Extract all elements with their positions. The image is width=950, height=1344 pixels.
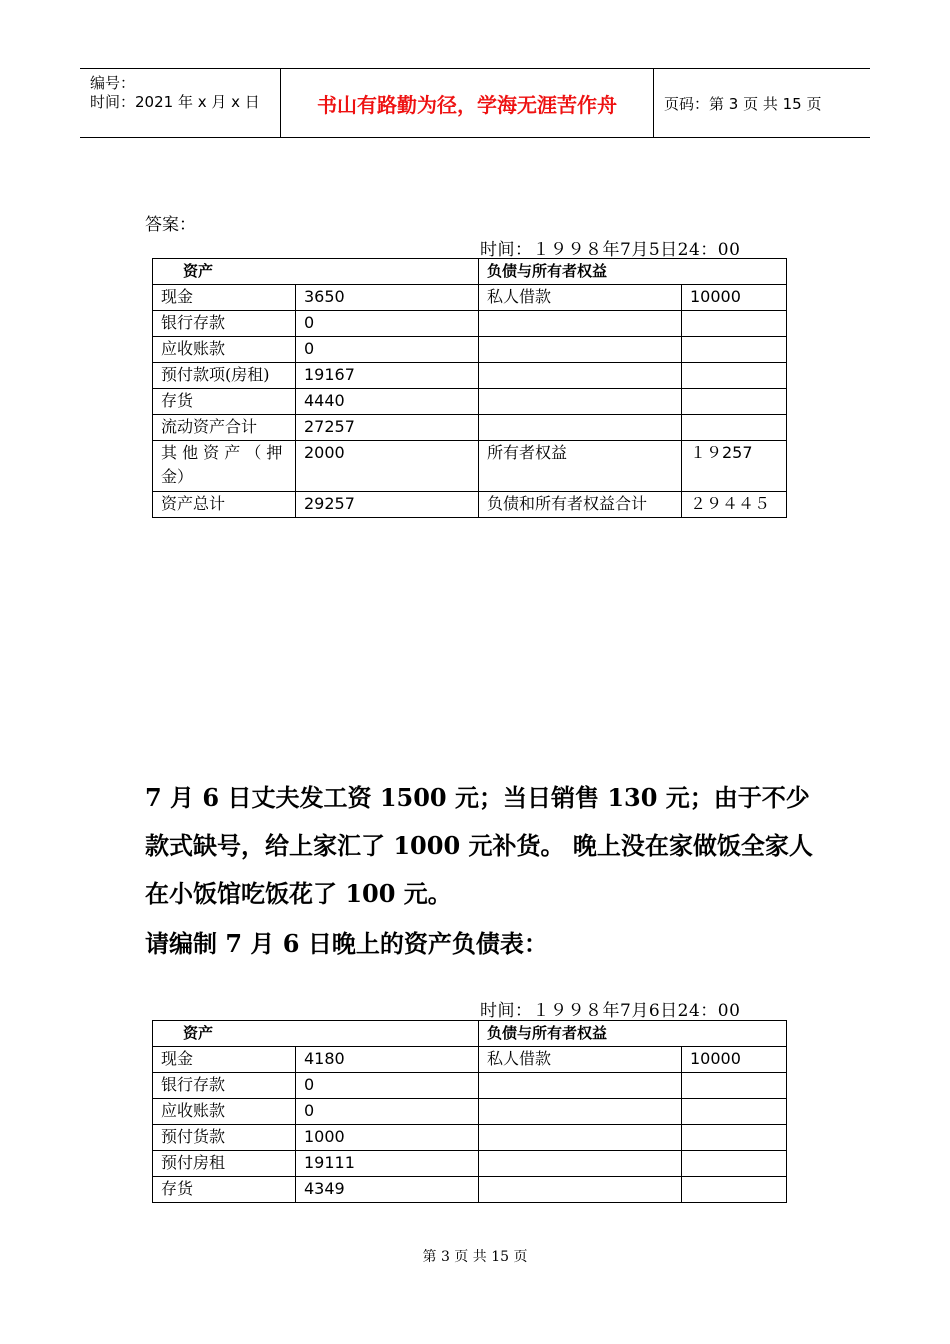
cell [682,311,787,337]
cell: 应收账款 [153,337,296,363]
cell: 资产总计 [153,492,296,518]
header-motto-cell [281,69,654,137]
cell [479,1099,682,1125]
cell: 19111 [296,1151,479,1177]
cell: １９257 [682,441,787,492]
cell: 存货 [153,1177,296,1203]
table-row [153,337,787,363]
assets-header: 资产 [153,1021,479,1047]
cell: 0 [296,337,479,363]
cell: 银行存款 [153,311,296,337]
table-row [153,492,787,518]
instruction-heading: 请编制 7 月 6 日晚上的资产负债表： [145,929,548,958]
table-row [153,1177,787,1203]
table-row [153,1047,787,1073]
cell: 应收账款 [153,1099,296,1125]
cell: ２９４４５ [682,492,787,518]
cell: 流动资产合计 [153,415,296,441]
cell [682,1125,787,1151]
cell: 0 [296,1099,479,1125]
cell [479,1151,682,1177]
cell: 私人借款 [479,285,682,311]
cell [479,415,682,441]
cell: 银行存款 [153,1073,296,1099]
doc-date: 时间：2021 年 x 月 x 日 [90,93,260,111]
cell [682,389,787,415]
table-row [153,311,787,337]
table-row [153,415,787,441]
table-row [153,1099,787,1125]
cell: 存货 [153,389,296,415]
cell [682,337,787,363]
table-row [153,389,787,415]
answer-label: 答案： [145,215,196,235]
table-row [153,285,787,311]
cell [682,1177,787,1203]
cell: 27257 [296,415,479,441]
cell: 4349 [296,1177,479,1203]
cell: 1000 [296,1125,479,1151]
table2-time: 时间：１９９８年7月6日24：00 [480,1001,741,1021]
cell: 其 他 资 产 （ 押 金） [153,441,296,492]
cell [479,1125,682,1151]
cell [479,311,682,337]
table-row [153,1151,787,1177]
cell [682,1151,787,1177]
table-row [153,1073,787,1099]
cell [682,415,787,441]
header-page-info: 页码：第 3 页 共 15 页 [664,94,822,113]
cell: 19167 [296,363,479,389]
header-meta [80,69,281,137]
cell [479,1177,682,1203]
liabilities-header: 负债与所有者权益 [479,259,787,285]
cell: 0 [296,1073,479,1099]
header-page-cell [654,69,870,137]
page-footer: 第 3 页 共 15 页 [422,1249,528,1265]
cell: 私人借款 [479,1047,682,1073]
cell: 0 [296,311,479,337]
cell [479,1073,682,1099]
cell: 4440 [296,389,479,415]
header-motto: 书山有路勤为径，学海无涯苦作舟 [317,92,617,117]
table-header-row [153,1021,787,1047]
assets-header: 资产 [153,259,479,285]
cell: 3650 [296,285,479,311]
cell: 预付房租 [153,1151,296,1177]
cell: 所有者权益 [479,441,682,492]
problem-paragraph: 7 月 6 日丈夫发工资 1500 元；当日销售 130 元；由于不少款式缺号，给上家汇了 1000 元补货。 晚上没在家做饭全家人在小饭馆吃饭花了 100 元。 [145,783,813,908]
liabilities-header: 负债与所有者权益 [479,1021,787,1047]
cell: 10000 [682,285,787,311]
cell: 负债和所有者权益合计 [479,492,682,518]
table-row [153,1125,787,1151]
cell [479,389,682,415]
cell: 2000 [296,441,479,492]
cell [682,1099,787,1125]
table1-time: 时间：１９９８年7月5日24：00 [480,240,741,260]
cell: 现金 [153,1047,296,1073]
balance-sheet-table-1 [152,258,787,518]
cell: 预付款项(房租) [153,363,296,389]
page-header [80,68,870,138]
cell: 预付货款 [153,1125,296,1151]
table-header-row [153,259,787,285]
cell: 4180 [296,1047,479,1073]
cell [479,337,682,363]
table-row [153,363,787,389]
cell [682,363,787,389]
cell [682,1073,787,1099]
balance-sheet-table-2 [152,1020,787,1203]
cell: 10000 [682,1047,787,1073]
cell: 29257 [296,492,479,518]
cell: 现金 [153,285,296,311]
doc-number-label: 编号： [90,74,136,92]
cell [479,363,682,389]
table-row [153,441,787,492]
